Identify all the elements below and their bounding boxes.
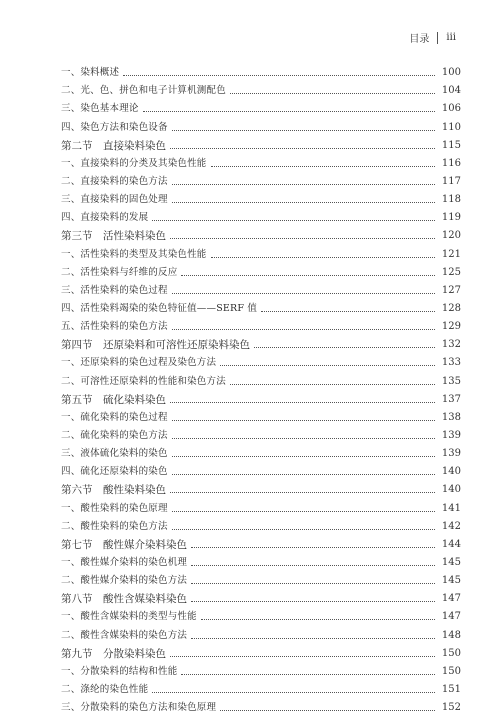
toc-dot-leader [172,293,435,294]
toc-entry-page: 121 [441,248,461,260]
toc-subsection-entry[interactable] [61,660,461,678]
toc-dot-leader [170,492,435,493]
toc-entry-title: 四、活性染料竭染的染色特征值——SERF 值 [61,302,258,314]
toc-dot-leader [152,692,435,693]
toc-dot-leader [261,311,435,312]
toc-entry-title: 第八节 酸性含媒染料染色 [61,593,187,606]
toc-subsection-entry[interactable] [61,369,461,387]
toc-subsection-entry[interactable] [61,279,461,297]
toc-subsection-entry[interactable] [61,297,461,315]
toc-entry-page: 127 [441,284,461,296]
toc-entry-page: 140 [441,484,461,496]
toc-dot-leader [172,474,435,475]
toc-entry-page: 150 [441,647,461,659]
toc-entry-page: 115 [441,139,461,151]
toc-section-entry[interactable] [61,134,461,152]
toc-dot-leader [172,529,435,530]
toc-subsection-entry[interactable] [61,515,461,533]
toc-subsection-entry[interactable] [61,406,461,424]
toc-entry-title: 二、光、色、拼色和电子计算机测配色 [61,85,226,97]
toc-section-entry[interactable] [61,333,461,351]
toc-dot-leader [123,75,435,76]
toc-entry-page: 145 [441,556,461,568]
toc-dot-leader [172,511,435,512]
toc-entry-page: 135 [441,375,461,387]
toc-subsection-entry[interactable] [61,152,461,170]
toc-entry-title: 一、染料概述 [61,67,120,79]
toc-entry-page: 147 [441,593,461,605]
toc-dot-leader [191,601,435,602]
toc-subsection-entry[interactable] [61,569,461,587]
toc-subsection-entry[interactable] [61,242,461,260]
toc-dot-leader [172,438,435,439]
toc-dot-leader [220,365,435,366]
toc-entry-page: 141 [441,502,461,514]
toc-subsection-entry[interactable] [61,261,461,279]
toc-entry-page: 151 [441,683,461,695]
toc-entry-page: 116 [441,157,461,169]
toc-dot-leader [191,638,435,639]
toc-entry-page: 138 [441,411,461,423]
toc-dot-leader [172,202,435,203]
toc-section-entry[interactable] [61,388,461,406]
toc-dot-leader [143,111,435,112]
toc-entry-title: 二、硫化染料的染色方法 [61,429,168,441]
toc-entry-page: 147 [441,611,461,623]
toc-entry-title: 三、活性染料的染色过程 [61,284,168,296]
page-header [409,30,456,45]
toc-entry-title: 一、分散染料的结构和性能 [61,665,178,677]
toc-dot-leader [181,674,435,675]
toc-entry-page: 137 [441,393,461,405]
toc-subsection-entry[interactable] [61,97,461,115]
toc-dot-leader [211,257,435,258]
toc-entry-title: 四、染色方法和染色设备 [61,121,168,133]
toc-entry-page: 100 [441,67,461,79]
toc-entry-title: 第四节 还原染料和可溶性还原染料染色 [61,339,250,352]
toc-dot-leader [230,93,435,94]
toc-entry-title: 第三节 活性染料染色 [61,230,166,243]
toc-dot-leader [230,384,435,385]
toc-entry-title: 二、酸性染料的染色方法 [61,520,168,532]
toc-entry-page: 132 [441,339,461,351]
toc-dot-leader [191,583,435,584]
toc-entry-page: 139 [441,429,461,441]
toc-entry-title: 一、酸性媒介染料的染色机理 [61,556,188,568]
toc-entry-title: 一、直接染料的分类及其染色性能 [61,157,207,169]
toc-entry-title: 二、酸性含媒染料的染色方法 [61,629,188,641]
toc-entry-title: 二、酸性媒介染料的染色方法 [61,575,188,587]
toc-entry-title: 二、可溶性还原染料的性能和染色方法 [61,375,226,387]
toc-entry-page: 144 [441,538,461,550]
toc-entry-title: 三、分散染料的染色方法和染色原理 [61,702,217,714]
toc-entry-page: 117 [441,175,461,187]
toc-dot-leader [191,565,435,566]
toc-dot-leader [170,148,435,149]
toc-dot-leader [152,220,435,221]
toc-entry-title: 一、活性染料的类型及其染色性能 [61,248,207,260]
toc-entry-title: 第七节 酸性媒介染料染色 [61,538,187,551]
toc-entry-title: 五、活性染料的染色方法 [61,321,168,333]
toc-section-entry[interactable] [61,478,461,496]
toc-dot-leader [181,275,435,276]
toc-entry-page: 104 [441,85,461,97]
toc-subsection-entry[interactable] [61,206,461,224]
toc-entry-page: 128 [441,302,461,314]
toc-dot-leader [254,347,435,348]
toc-section-entry[interactable] [61,533,461,551]
toc-entry-title: 一、还原染料的染色过程及染色方法 [61,357,217,369]
toc-entry-title: 第五节 硫化染料染色 [61,393,166,406]
toc-entry-page: 118 [441,194,461,206]
toc-dot-leader [170,402,435,403]
toc-entry-page: 145 [441,575,461,587]
toc-dot-leader [172,329,435,330]
toc-entry-title: 四、直接染料的发展 [61,212,149,224]
toc-dot-leader [172,456,435,457]
toc-section-entry[interactable] [61,587,461,605]
toc-dot-leader [191,547,435,548]
toc-subsection-entry[interactable] [61,79,461,97]
toc-subsection-entry[interactable] [61,442,461,460]
toc-dot-leader [170,238,435,239]
toc-subsection-entry[interactable] [61,623,461,641]
toc-entry-title: 二、涤纶的染色性能 [61,683,149,695]
toc-dot-leader [172,420,435,421]
toc-entry-page: 125 [441,266,461,278]
toc-entry-title: 第九节 分散染料染色 [61,647,166,660]
toc-section-entry[interactable] [61,642,461,660]
toc-subsection-entry[interactable] [61,315,461,333]
toc-entry-title: 第二节 直接染料染色 [61,139,166,152]
toc-dot-leader [172,130,435,131]
header-label: 目录 [409,34,430,45]
toc-subsection-entry[interactable] [61,424,461,442]
toc-entry-page: 120 [441,230,461,242]
toc-entry-page: 133 [441,357,461,369]
toc-subsection-entry[interactable] [61,551,461,569]
toc-entry-page: 150 [441,665,461,677]
toc-entry-page: 142 [441,520,461,532]
toc-subsection-entry[interactable] [61,678,461,696]
toc-subsection-entry[interactable] [61,115,461,133]
toc-subsection-entry[interactable] [61,496,461,514]
toc-dot-leader [211,166,435,167]
toc-entry-page: 148 [441,629,461,641]
toc-entry-title: 一、硫化染料的染色过程 [61,411,168,423]
toc-subsection-entry[interactable] [61,696,461,714]
toc-entry-page: 110 [441,121,461,133]
toc-subsection-entry[interactable] [61,61,461,79]
toc-entry-title: 一、酸性染料的染色原理 [61,502,168,514]
toc-section-entry[interactable] [61,224,461,242]
toc-entry-page: 129 [441,321,461,333]
header-page-number: ⅲ [446,32,456,43]
toc-entry-title: 四、硫化还原染料的染色 [61,466,168,478]
toc-entry-title: 三、染色基本理论 [61,103,139,115]
toc-entry-title: 一、酸性含媒染料的类型与性能 [61,611,197,623]
toc-entry-title: 三、直接染料的固色处理 [61,194,168,206]
toc-entry-page: 152 [441,702,461,714]
toc-entry-title: 第六节 酸性染料染色 [61,484,166,497]
toc-subsection-entry[interactable] [61,351,461,369]
table-of-contents [61,61,461,714]
toc-subsection-entry[interactable] [61,170,461,188]
toc-subsection-entry[interactable] [61,605,461,623]
toc-dot-leader [172,184,435,185]
toc-entry-page: 139 [441,448,461,460]
toc-entry-title: 三、液体硫化染料的染色 [61,448,168,460]
toc-dot-leader [170,656,435,657]
toc-entry-title: 二、直接染料的染色方法 [61,175,168,187]
toc-subsection-entry[interactable] [61,460,461,478]
toc-subsection-entry[interactable] [61,188,461,206]
toc-dot-leader [220,710,435,711]
toc-entry-page: 140 [441,466,461,478]
header-divider [437,32,438,44]
toc-entry-title: 二、活性染料与纤维的反应 [61,266,178,278]
toc-dot-leader [201,619,435,620]
toc-entry-page: 119 [441,212,461,224]
toc-entry-page: 106 [441,103,461,115]
